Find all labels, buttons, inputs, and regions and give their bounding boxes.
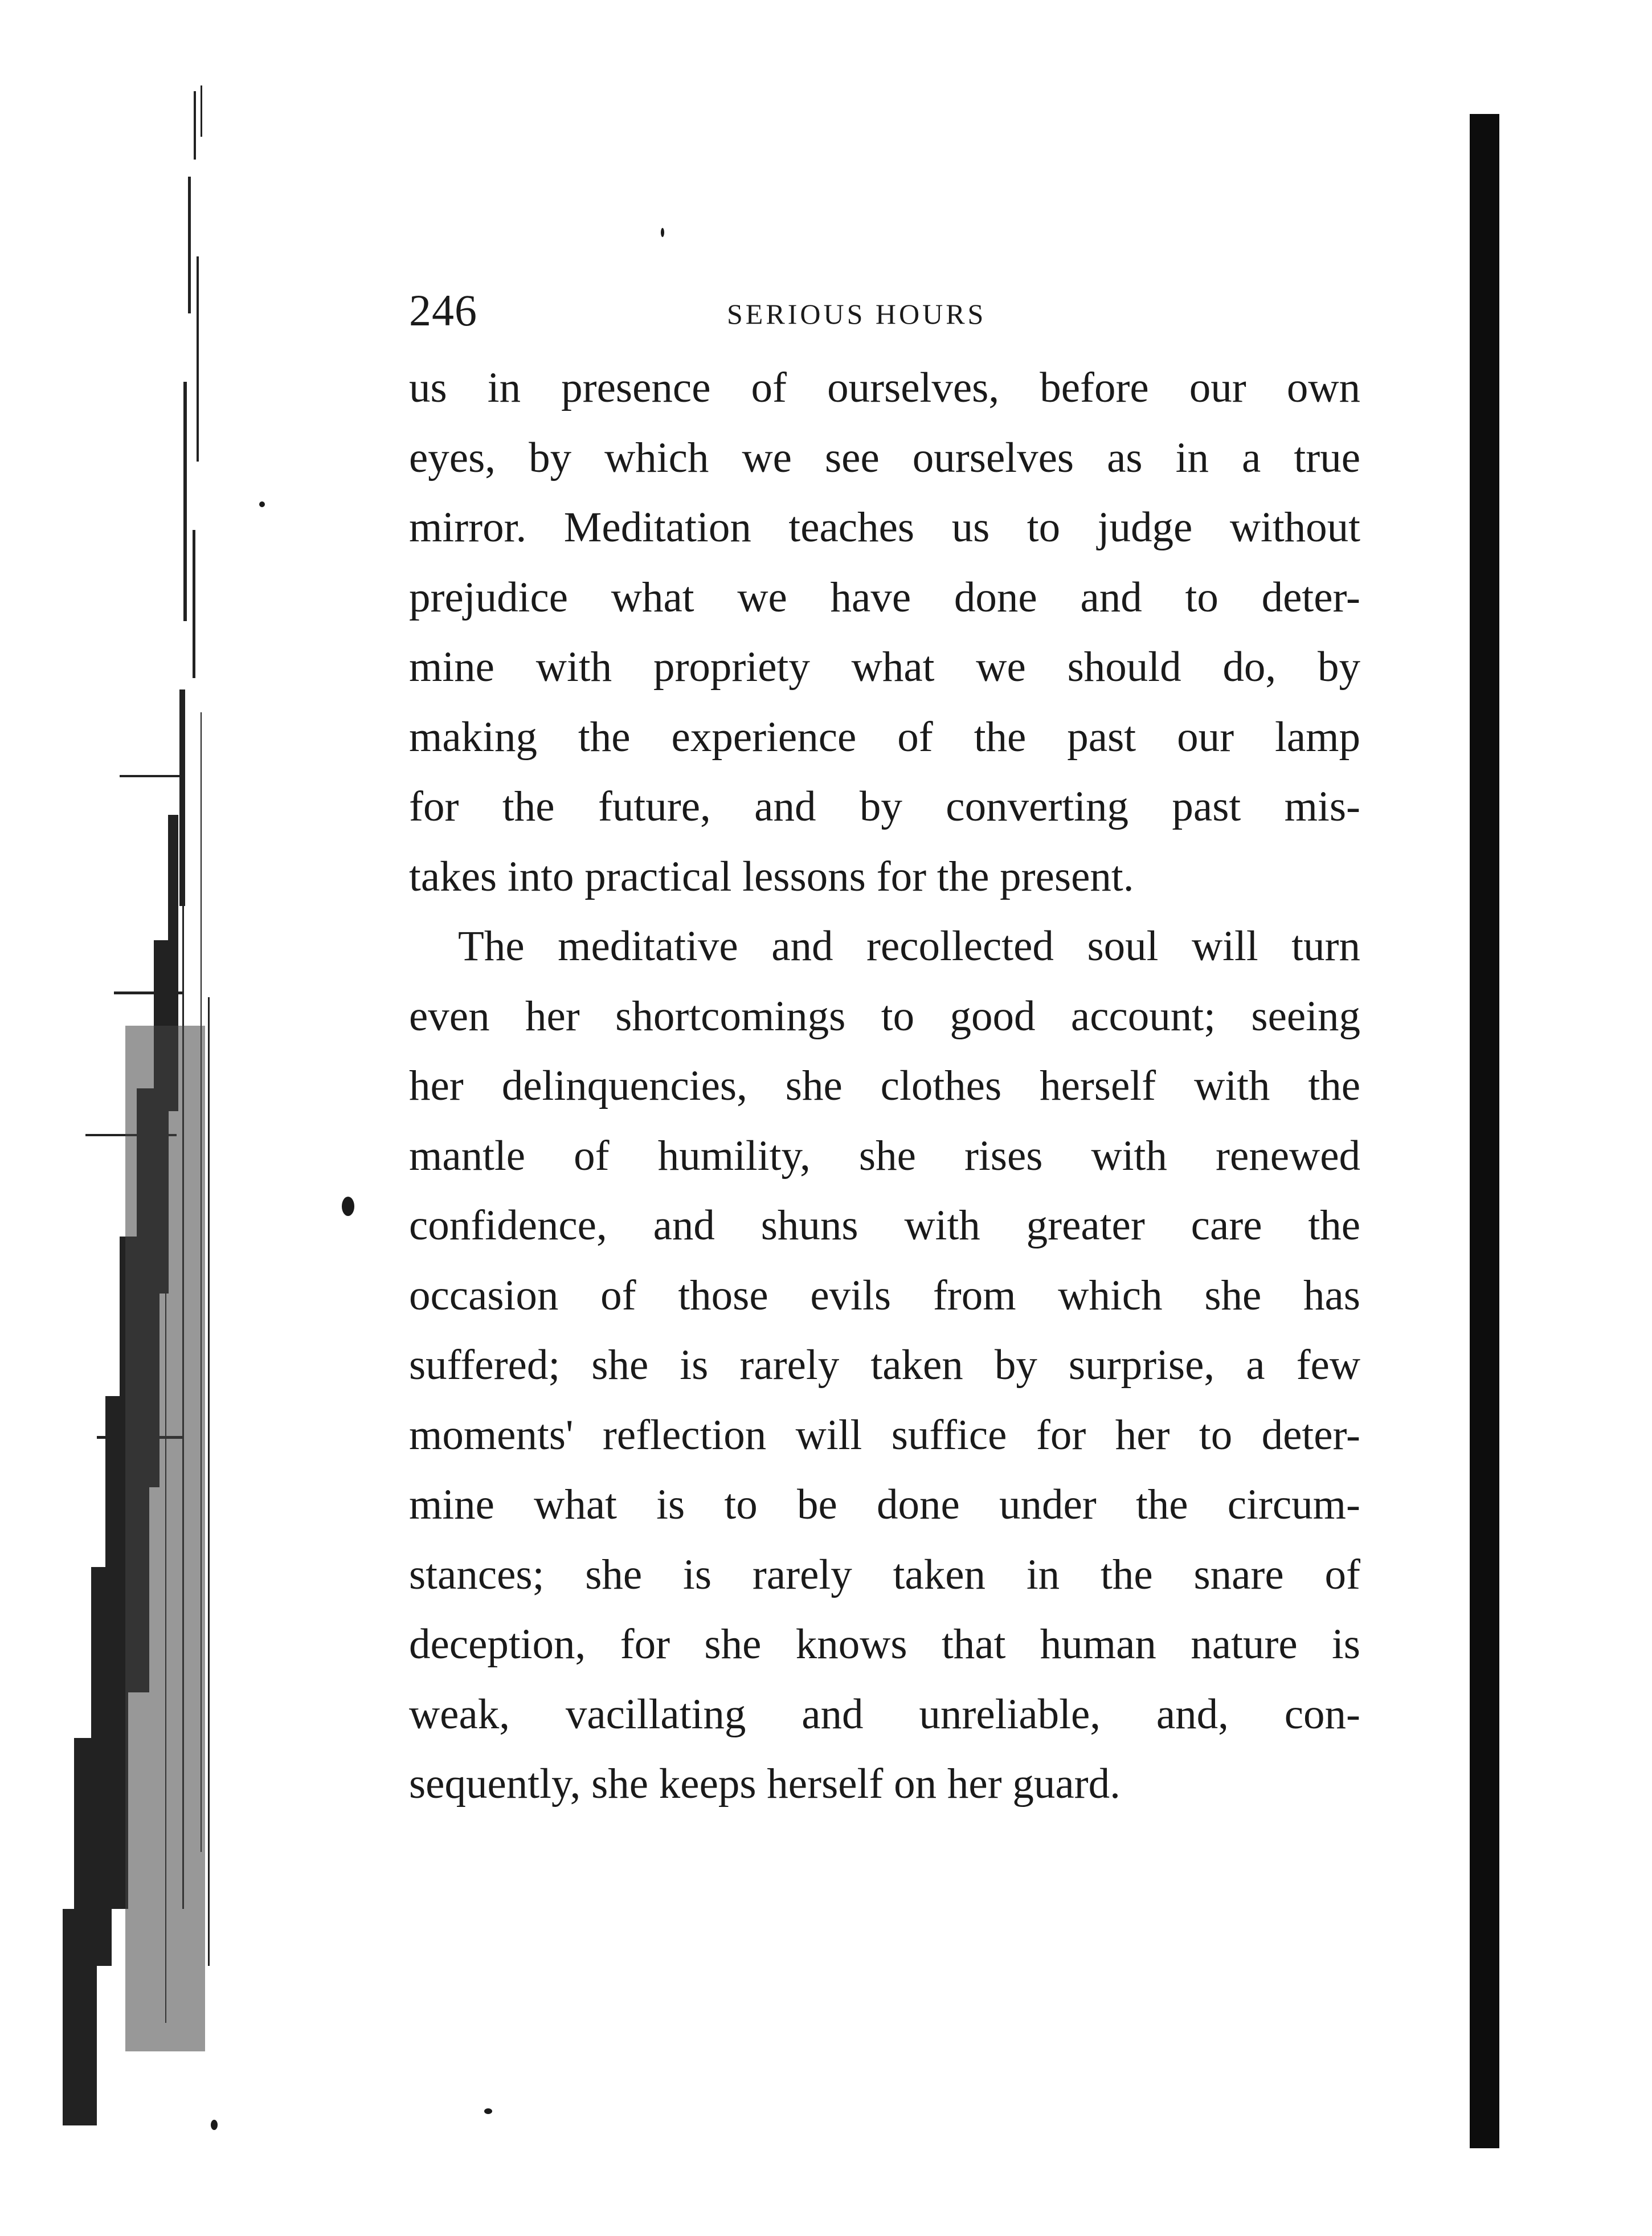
running-header [409,274,1360,353]
text-line: prejudice what we have done and to deter- [409,573,1360,621]
scan-speck [661,228,664,237]
text-line: The meditative and recollected soul will turn [458,923,1360,970]
text-line: making the experience of the past our lamp [409,713,1360,761]
text-line: takes into practical lessons for the present. [409,852,1134,900]
body-text [409,353,1360,1819]
text-line: moments' reflection will suffice for her to deter- [409,1411,1360,1459]
scan-binding-bar [1470,114,1499,2148]
text-line: stances; she is rarely taken in the snare of [409,1550,1360,1598]
scan-speck [259,501,265,507]
text-line: mirror. Meditation teaches us to judge without [409,504,1360,551]
text-line: her delinquencies, she clothes herself with the [409,1062,1360,1109]
scan-speck [211,2120,218,2130]
scan-speck [484,2108,492,2114]
paragraph [409,912,1360,1819]
text-line: for the future, and by converting past mis- [409,783,1360,830]
text-line: deception, for she knows that human nature is [409,1621,1360,1668]
text-line: mine with propriety what we should do, by [409,643,1360,691]
text-line: suffered; she is rarely taken by surprise, a few [409,1341,1360,1389]
text-line: sequently, she keeps herself on her guard. [409,1760,1121,1807]
text-line: mantle of humility, she rises with renewed [409,1132,1360,1180]
paragraph [409,353,1360,912]
page-number: 246 [409,285,477,335]
running-title: SERIOUS HOURS [727,298,987,330]
text-line: weak, vacillating and unreliable, and, con- [409,1690,1360,1738]
text-line: even her shortcomings to good account; seeing [409,992,1360,1040]
scan-edge-noise [51,85,234,2131]
scan-speck [342,1197,354,1216]
text-line: occasion of those evils from which she has [409,1271,1360,1319]
text-line: eyes, by which we see ourselves as in a true [409,434,1360,482]
text-line: us in presence of ourselves, before our own [409,364,1360,411]
book-page [409,274,1360,1819]
text-line: mine what is to be done under the circum- [409,1481,1360,1528]
text-line: confidence, and shuns with greater care the [409,1202,1360,1249]
